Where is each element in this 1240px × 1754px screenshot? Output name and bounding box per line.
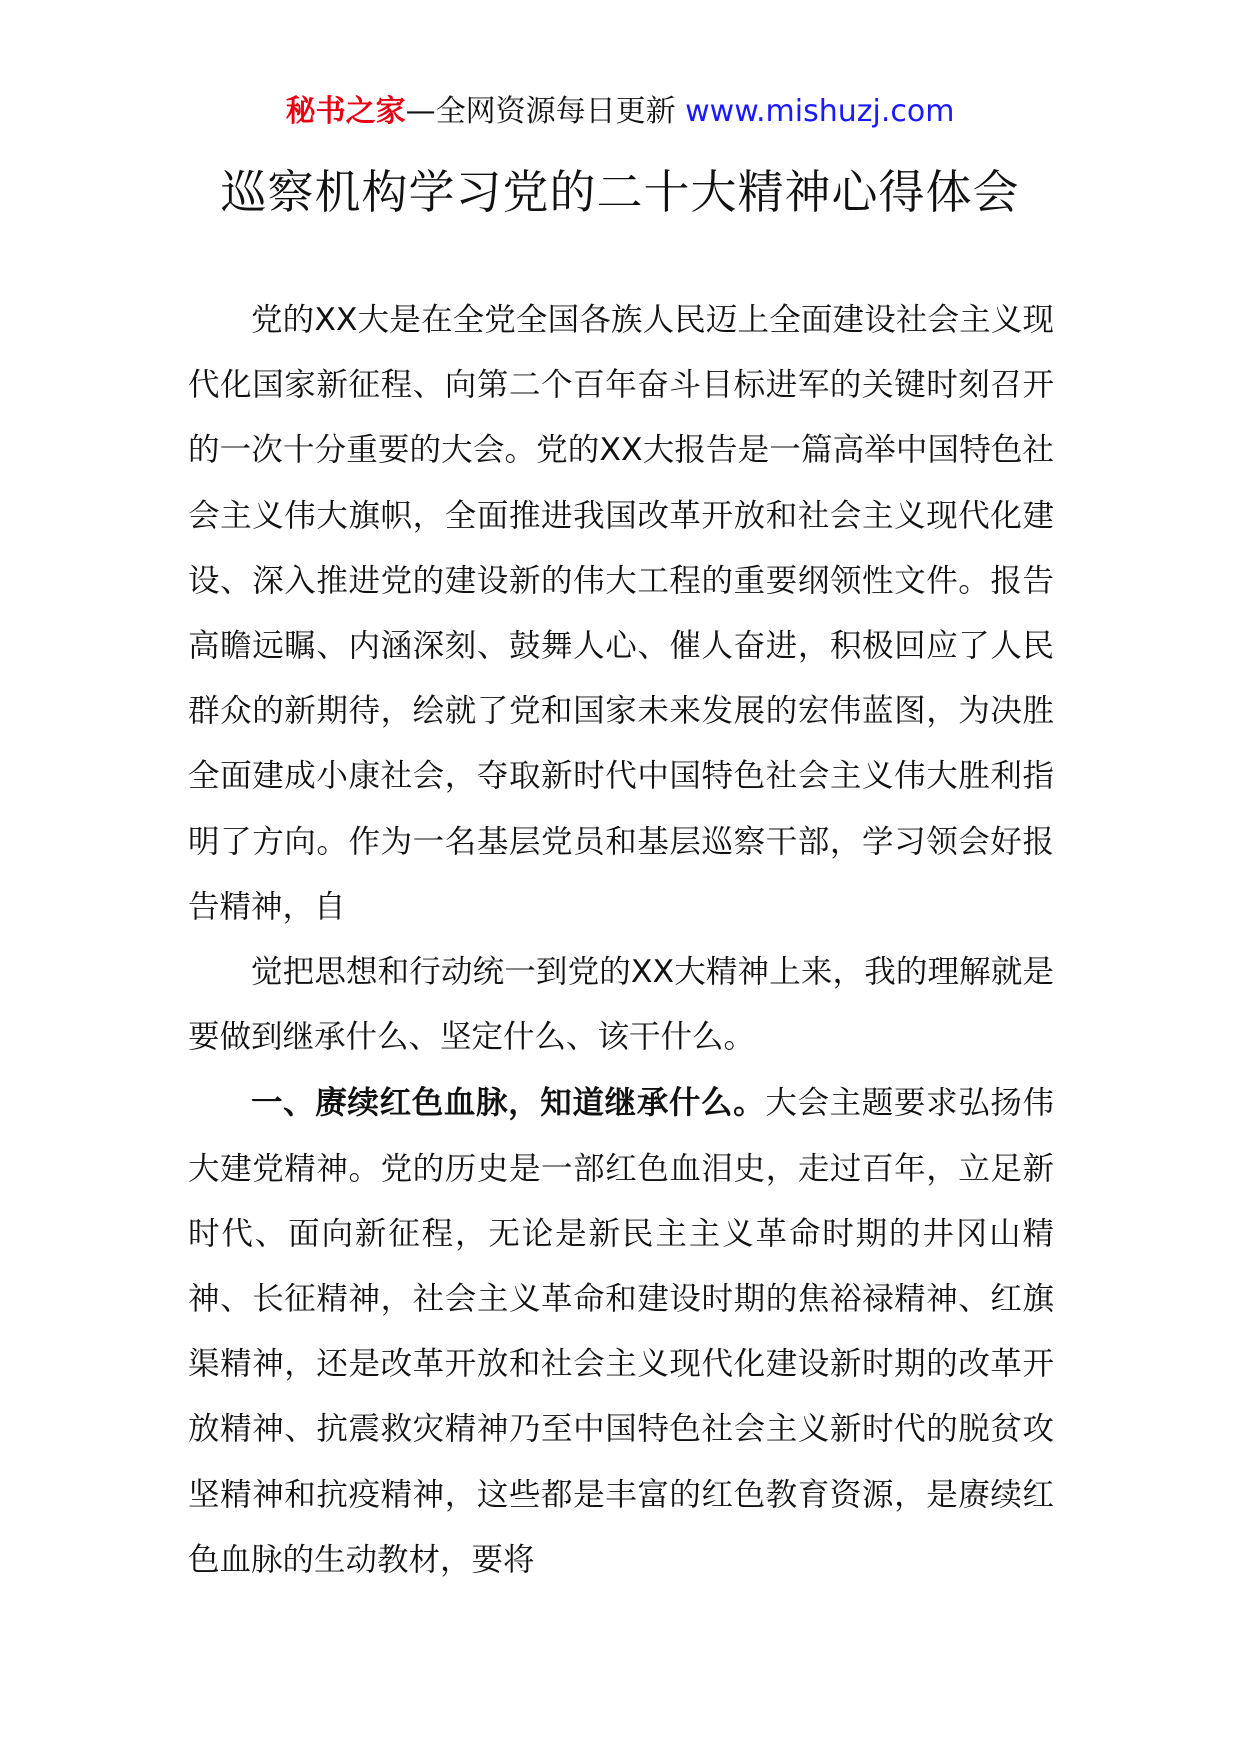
paragraph-intro: 党的XX大是在全党全国各族人民迈上全面建设社会主义现代化国家新征程、向第二个百年奋斗目标进军的关键时刻召开的一次十分重要的大会。党的XX大报告是一篇高举中国特色社会主义伟大旗帜，全面推进我国改革开放和社会主义现代化建设、深入推进党的建设新的伟大工程的重要纲领性文件。报告高瞻远瞩、内涵深刻、鼓舞人心、催人奋进，积极回应了人民群众的新期待，绘就了党和国家未来发展的宏伟蓝图，为决胜全面建成小康社会，夺取新时代中国特色社会主义伟大胜利指明了方向。作为一名基层党员和基层巡察干部，学习领会好报告精神，自 [188, 302, 1054, 925]
document-body [188, 288, 1054, 1593]
watermark-header [0, 92, 1240, 132]
section-1-text: 大会主题要求弘扬伟大建党精神。党的历史是一部红色血泪史，走过百年，立足新时代、面向新征程，无论是新民主主义革命时期的井冈山精神、长征精神，社会主义革命和建设时期的焦裕禄精神、红旗渠精神，还是改革开放和社会主义现代化建设新时期的改革开放精神、抗震救灾精神乃至中国特色社会主义新时代的脱贫攻坚精神和抗疫精神，这些都是丰富的红色教育资源，是赓续红色血脉的生动教材，要将 [188, 1085, 1054, 1578]
brand-tagline: —全网资源每日更新 [405, 94, 676, 129]
paragraph-section-1 [188, 1070, 1054, 1593]
site-link[interactable]: www.mishuzj.com [685, 94, 955, 129]
document-title: 巡察机构学习党的二十大精神心得体会 [220, 165, 1020, 219]
paragraph-understanding: 觉把思想和行动统一到党的XX大精神上来，我的理解就是要做到继承什么、坚定什么、该干什么。 [188, 954, 1054, 1056]
section-1-heading: 一、赓续红色血脉，知道继承什么。 [251, 1084, 766, 1122]
brand-name: 秘书之家 [285, 94, 406, 129]
